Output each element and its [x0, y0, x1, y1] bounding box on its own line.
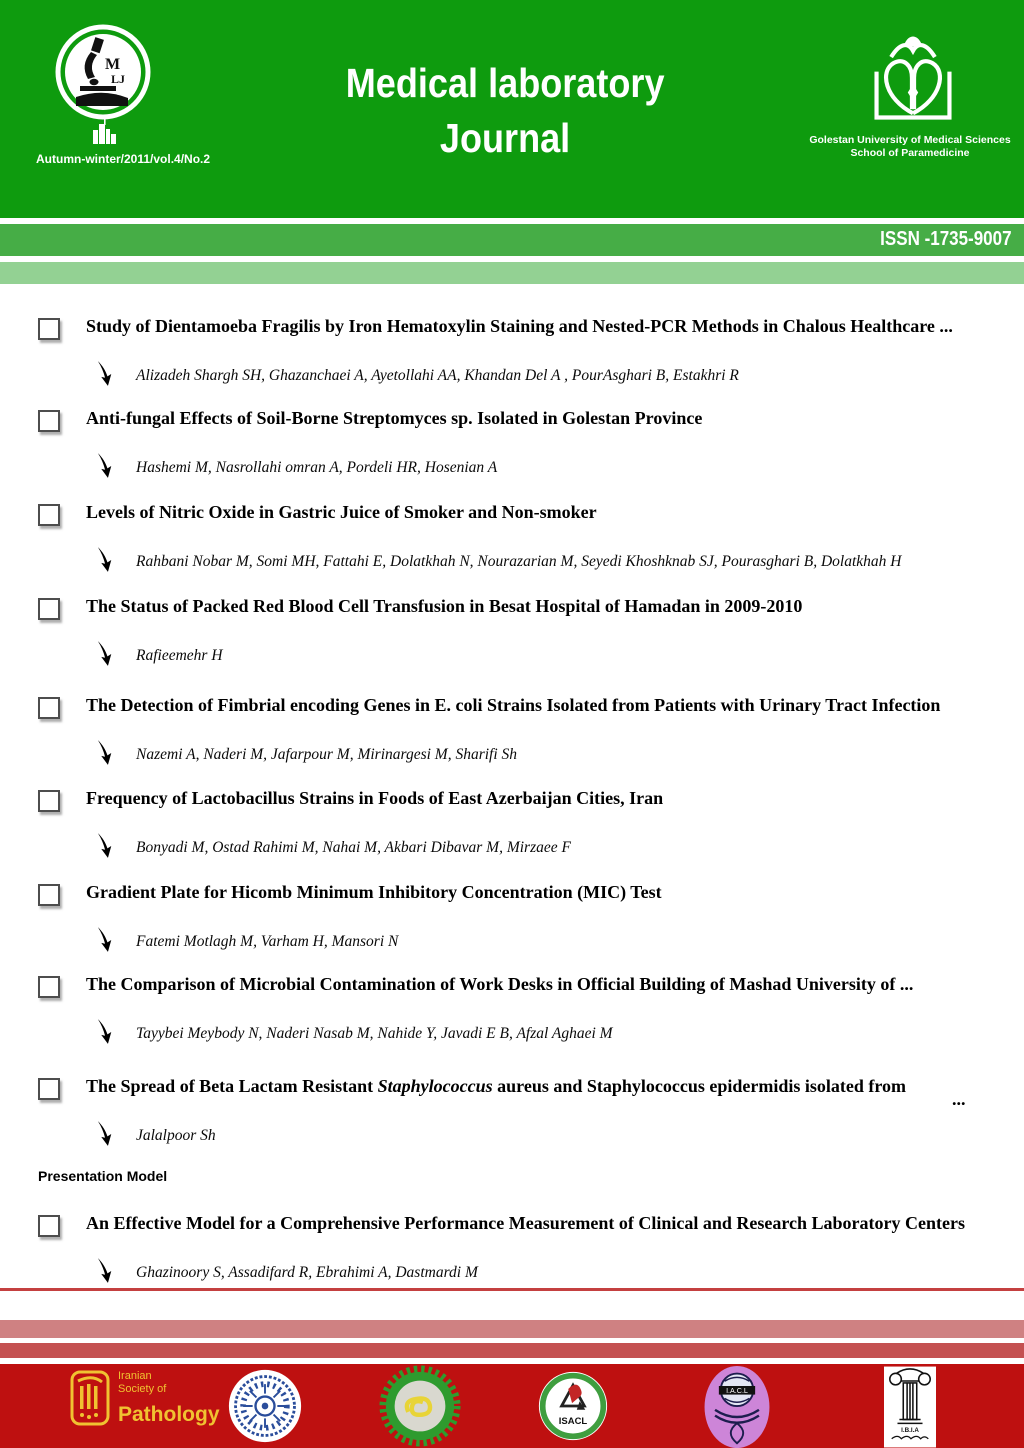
- journal-title: [290, 62, 720, 159]
- article-checkbox[interactable]: [38, 884, 60, 906]
- article-entry: [0, 410, 1024, 500]
- article-authors: Hashemi M, Nasrollahi omran A, Pordeli HR, Hosenian A: [136, 459, 498, 476]
- down-arrow-icon: [96, 546, 117, 573]
- section-label: Presentation Model: [38, 1168, 168, 1184]
- issn-band: [0, 224, 1024, 256]
- down-arrow-icon: [96, 832, 117, 859]
- article-authors: Alizadeh Shargh SH, Ghazanchaei A, Ayetollahi AA, Khandan Del A , PourAsghari B, Estakhri R: [136, 367, 739, 384]
- article-checkbox[interactable]: [38, 410, 60, 432]
- article-authors: Ghazinoory S, Assadifard R, Ebrahimi A, Dastmardi M: [136, 1264, 478, 1281]
- down-arrow-icon: [96, 452, 117, 479]
- down-arrow-icon: [96, 1120, 117, 1147]
- article-authors: Jalalpoor Sh: [136, 1127, 216, 1144]
- article-checkbox[interactable]: [38, 318, 60, 340]
- down-arrow-icon: [96, 640, 117, 667]
- mid-red-band: [0, 1343, 1024, 1358]
- issue-info: Autumn-winter/2011/vol.4/No.2: [36, 152, 211, 166]
- pathology-calligraphy-icon: [70, 1370, 110, 1430]
- iacl-seal: [703, 1365, 771, 1448]
- article-title: Anti-fungal Effects of Soil-Borne Streptomyces sp. Isolated in Golestan Province: [86, 408, 703, 428]
- mlj-microscope-logo: [53, 24, 153, 146]
- journal-title-line1: Medical laboratory: [345, 60, 665, 106]
- issn-number: ISSN -1735-9007: [880, 228, 1012, 250]
- header-band: [0, 0, 1024, 218]
- parasitology-society-seal: [227, 1368, 303, 1444]
- article-authors: Rahbani Nobar M, Somi MH, Fattahi E, Dolatkhah N, Nourazarian M, Seyedi Khoshknab SJ, Pourasghari B, Dolatkhah H: [136, 553, 902, 570]
- article-title: Frequency of Lactobacillus Strains in Foods of East Azerbaijan Cities, Iran: [86, 788, 664, 808]
- article-title: Gradient Plate for Hicomb Minimum Inhibitory Concentration (MIC) Test: [86, 882, 662, 902]
- article-title: The Spread of Beta Lactam Resistant Staphylococcus aureus and Staphylococcus epidermidis isolated from: [86, 1076, 907, 1096]
- article-checkbox[interactable]: [38, 504, 60, 526]
- footer-logos-band: [0, 1364, 1024, 1448]
- article-title: The Detection of Fimbrial encoding Genes in E. coli Strains Isolated from Patients with Urinary Tract Infection: [86, 695, 941, 715]
- down-arrow-icon: [96, 1257, 117, 1284]
- thin-red-rule: [0, 1288, 1024, 1291]
- article-title: Levels of Nitric Oxide in Gastric Juice of Smoker and Non-smoker: [86, 502, 597, 522]
- article-title: An Effective Model for a Comprehensive Performance Measurement of Clinical and Research Laboratory Centers: [86, 1213, 965, 1233]
- affiliation-line2: School of Paramedicine: [850, 147, 970, 159]
- rose-band: [0, 1320, 1024, 1338]
- article-checkbox[interactable]: [38, 1078, 60, 1100]
- article-checkbox[interactable]: [38, 976, 60, 998]
- iacl-label: I.A.C.L: [726, 1387, 748, 1396]
- article-checkbox[interactable]: [38, 598, 60, 620]
- down-arrow-icon: [96, 1018, 117, 1045]
- article-title: Study of Dientamoeba Fragilis by Iron Hematoxylin Staining and Nested-PCR Methods in Chalous Healthcare ...: [86, 316, 953, 336]
- article-authors: Rafieemehr H: [136, 647, 223, 664]
- journal-title-line2: Journal: [439, 115, 571, 161]
- light-green-band: [0, 262, 1024, 284]
- ibia-label: I.B.I.A: [901, 1427, 919, 1435]
- article-title: The Status of Packed Red Blood Cell Transfusion in Besat Hospital of Hamadan in 2009-2010: [86, 596, 803, 616]
- article-authors: Bonyadi M, Ostad Rahimi M, Nahai M, Akbari Dibavar M, Mirzaee F: [136, 839, 571, 856]
- down-arrow-icon: [96, 926, 117, 953]
- iranian-society-of-pathology-logo: [70, 1370, 220, 1430]
- pathology-line1: Iranian: [118, 1370, 152, 1382]
- isacl-seal: [537, 1370, 609, 1442]
- article-checkbox[interactable]: [38, 790, 60, 812]
- article-entry: [0, 1078, 1024, 1168]
- down-arrow-icon: [96, 739, 117, 766]
- down-arrow-icon: [96, 360, 117, 387]
- skyline-icon: [93, 116, 116, 144]
- title-overflow-dots: ...: [952, 1089, 966, 1109]
- article-entry: [0, 790, 1024, 880]
- article-entry: [0, 598, 1024, 688]
- pathology-line3: Pathology: [118, 1403, 220, 1426]
- article-title: The Comparison of Microbial Contamination of Work Desks in Official Building of Mashad University of ...: [86, 974, 914, 994]
- logo-letters-lj: LJ: [111, 72, 126, 86]
- article-authors: Nazemi A, Naderi M, Jafarpour M, Mirinargesi M, Sharifi Sh: [136, 746, 518, 763]
- pathology-line2: Society of: [118, 1383, 167, 1395]
- article-entry: [0, 697, 1024, 787]
- green-serrated-seal: [379, 1365, 461, 1447]
- affiliation: [804, 134, 1016, 160]
- article-checkbox[interactable]: [38, 697, 60, 719]
- logo-letter-m: M: [105, 56, 121, 73]
- golestan-university-logo: [866, 30, 960, 130]
- article-entry: [0, 976, 1024, 1066]
- article-authors: Fatemi Motlagh M, Varham H, Mansori N: [136, 933, 399, 950]
- affiliation-line1: Golestan University of Medical Sciences: [809, 134, 1011, 146]
- ibia-column-logo: [884, 1366, 936, 1448]
- article-entry: [0, 504, 1024, 594]
- article-authors: Tayybei Meybody N, Naderi Nasab M, Nahide Y, Javadi E B, Afzal Aghaei M: [136, 1025, 613, 1042]
- isacl-label: ISACL: [558, 1416, 588, 1427]
- article-entry: [0, 884, 1024, 974]
- article-entry: [0, 1215, 1024, 1305]
- article-checkbox[interactable]: [38, 1215, 60, 1237]
- pathology-text: [118, 1370, 220, 1430]
- article-entry: [0, 318, 1024, 408]
